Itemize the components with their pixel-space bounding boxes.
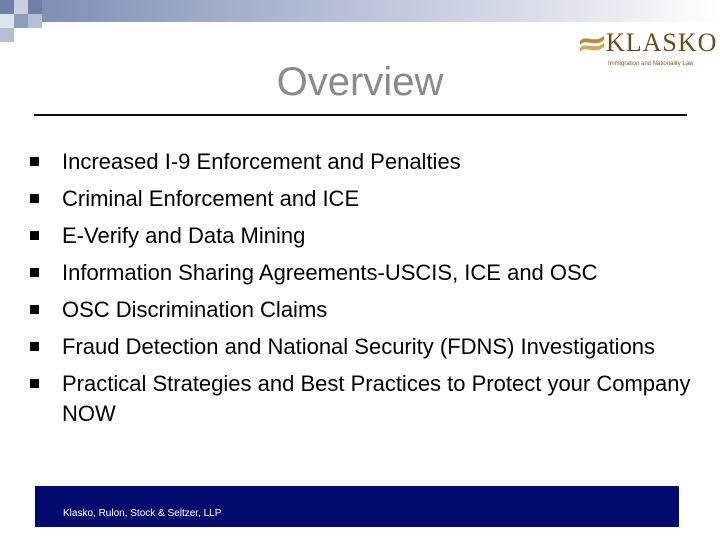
bullet-text: Fraud Detection and National Security (FDNS) Investigations: [62, 334, 656, 359]
square-bullet-icon: [30, 231, 39, 240]
list-item: [30, 369, 700, 429]
decor-square: [0, 28, 14, 42]
bullet-text: Information Sharing Agreements-USCIS, ICE and OSC: [62, 260, 598, 285]
logo-name: KLASKO: [606, 28, 718, 57]
bullet-text: Practical Strategies and Best Practices to Protect your Company NOW: [62, 371, 691, 426]
bullet-list: [30, 147, 700, 436]
decor-square: [28, 14, 42, 28]
bullet-text: E-Verify and Data Mining: [62, 223, 306, 248]
decor-square: [28, 0, 42, 14]
top-gradient-band: [42, 0, 720, 22]
decor-square: [14, 28, 28, 42]
decor-square: [14, 0, 28, 14]
logo-tagline: Immigration and Nationality Law: [608, 61, 694, 67]
list-item: [30, 295, 700, 325]
square-bullet-icon: [30, 268, 39, 277]
square-bullet-icon: [30, 157, 39, 166]
list-item: [30, 184, 700, 214]
slide-title: Overview: [276, 60, 444, 104]
square-bullet-icon: [30, 342, 39, 351]
decor-square: [14, 14, 28, 28]
square-bullet-icon: [30, 379, 39, 388]
decor-square: [0, 14, 14, 28]
logo-swoosh-icon: [578, 32, 606, 54]
bullet-text: OSC Discrimination Claims: [62, 297, 328, 322]
list-item: [30, 147, 700, 177]
footer-firm-name: Klasko, Rulon, Stock & Seltzer, LLP: [63, 508, 222, 519]
list-item: [30, 221, 700, 251]
bullet-text: Criminal Enforcement and ICE: [62, 186, 360, 211]
list-item: [30, 258, 700, 288]
decor-square: [0, 0, 14, 14]
square-bullet-icon: [30, 305, 39, 314]
title-divider: [34, 114, 687, 116]
bullet-text: Increased I-9 Enforcement and Penalties: [62, 149, 461, 174]
square-bullet-icon: [30, 194, 39, 203]
footer-bar: [35, 486, 679, 527]
list-item: [30, 332, 700, 362]
